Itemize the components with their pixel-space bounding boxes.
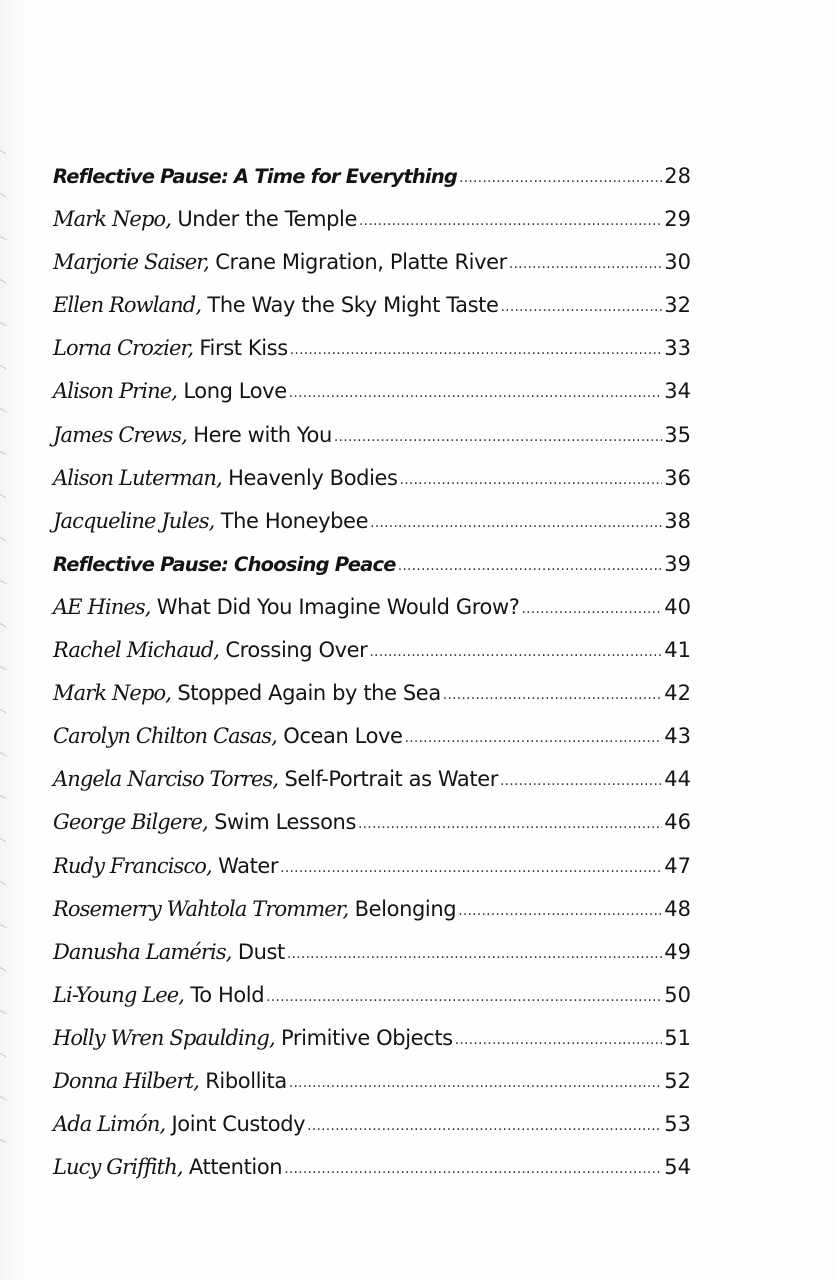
author-name: Rudy Francisco, bbox=[53, 853, 212, 878]
page-edge-mark bbox=[0, 1053, 6, 1057]
toc-entry bbox=[53, 983, 691, 1026]
toc-entry bbox=[53, 595, 691, 638]
toc-entry bbox=[53, 423, 691, 466]
page-number: 54 bbox=[664, 1155, 691, 1180]
dot-leader bbox=[455, 1025, 663, 1049]
dot-leader bbox=[500, 766, 662, 790]
toc-entry bbox=[53, 207, 691, 250]
dot-leader bbox=[521, 594, 662, 618]
dot-leader bbox=[501, 292, 663, 316]
dot-leader bbox=[443, 680, 662, 704]
poem-title: Crossing Over bbox=[225, 638, 368, 663]
table-of-contents bbox=[53, 164, 691, 1198]
poem-title: The Way the Sky Might Taste bbox=[207, 293, 499, 318]
page-number: 30 bbox=[664, 250, 691, 275]
dot-leader bbox=[290, 335, 663, 359]
author-name: Lorna Crozier, bbox=[53, 336, 194, 361]
author-name: Donna Hilbert, bbox=[53, 1068, 199, 1093]
page-edge-mark bbox=[0, 924, 6, 928]
dot-leader bbox=[400, 465, 663, 489]
toc-entry bbox=[53, 250, 691, 293]
page-edge-texture bbox=[0, 150, 10, 1150]
page-number: 46 bbox=[664, 810, 691, 835]
author-name: Li-Young Lee, bbox=[53, 982, 185, 1007]
page-number: 39 bbox=[664, 551, 691, 576]
toc-entry bbox=[53, 681, 691, 724]
author-name: James Crews, bbox=[53, 422, 187, 447]
page-edge-mark bbox=[0, 279, 6, 283]
poem-title: Attention bbox=[188, 1155, 283, 1180]
pause-label: Reflective Pause: A Time for Everything bbox=[53, 165, 458, 188]
author-name: Mark Nepo, bbox=[53, 681, 172, 706]
page-edge-mark bbox=[0, 494, 6, 498]
poem-title: Stopped Again by the Sea bbox=[177, 681, 441, 706]
page-edge-mark bbox=[0, 322, 6, 326]
author-name: Jacqueline Jules, bbox=[53, 508, 215, 533]
page-edge-mark bbox=[0, 1139, 6, 1143]
page-edge-mark bbox=[0, 881, 6, 885]
page-edge-mark bbox=[0, 838, 6, 842]
page-edge-mark bbox=[0, 1010, 6, 1014]
author-name: Alison Luterman, bbox=[53, 465, 222, 490]
page-number: 32 bbox=[664, 293, 691, 318]
author-name: Lucy Griffith, bbox=[53, 1155, 183, 1180]
toc-entry-pause bbox=[53, 164, 691, 207]
dot-leader bbox=[287, 939, 662, 963]
page-edge-mark bbox=[0, 666, 6, 670]
page-number: 50 bbox=[664, 982, 691, 1007]
page-number: 36 bbox=[664, 465, 691, 490]
page-number: 28 bbox=[664, 164, 691, 188]
toc-entry bbox=[53, 466, 691, 509]
author-name: Rosemerry Wahtola Trommer, bbox=[53, 896, 349, 921]
poem-title: Ribollita bbox=[205, 1068, 287, 1093]
dot-leader bbox=[280, 853, 662, 877]
page-edge-mark bbox=[0, 236, 6, 240]
dot-leader bbox=[458, 896, 662, 920]
poem-title: Ocean Love bbox=[283, 724, 403, 749]
author-name: Carolyn Chilton Casas, bbox=[53, 724, 277, 749]
poem-title: Belonging bbox=[354, 896, 457, 921]
dot-leader bbox=[459, 163, 662, 187]
toc-entry bbox=[53, 1155, 691, 1198]
poem-title: What Did You Imagine Would Grow? bbox=[156, 594, 520, 619]
dot-leader bbox=[289, 378, 663, 402]
toc-entry bbox=[53, 940, 691, 983]
page-number: 40 bbox=[664, 594, 691, 619]
page-edge-mark bbox=[0, 709, 6, 713]
page-number: 33 bbox=[664, 336, 691, 361]
toc-entry bbox=[53, 638, 691, 681]
toc-entry bbox=[53, 767, 691, 810]
dot-leader bbox=[370, 508, 662, 532]
toc-entry bbox=[53, 897, 691, 940]
dot-leader bbox=[509, 249, 662, 273]
toc-entry bbox=[53, 379, 691, 422]
page-number: 51 bbox=[664, 1025, 691, 1050]
poem-title: Heavenly Bodies bbox=[228, 465, 398, 490]
page-number: 34 bbox=[664, 379, 691, 404]
page-edge-mark bbox=[0, 580, 6, 584]
toc-entry bbox=[53, 1112, 691, 1155]
author-name: George Bilgere, bbox=[53, 810, 208, 835]
page-number: 49 bbox=[664, 939, 691, 964]
toc-entry bbox=[53, 1026, 691, 1069]
toc-entry bbox=[53, 1069, 691, 1112]
author-name: Holly Wren Spaulding, bbox=[53, 1025, 275, 1050]
poem-title: Crane Migration, Platte River bbox=[215, 250, 507, 275]
author-name: Marjorie Saiser, bbox=[53, 250, 209, 275]
page-number: 41 bbox=[664, 638, 691, 663]
poem-title: Swim Lessons bbox=[214, 810, 356, 835]
poem-title: Joint Custody bbox=[171, 1112, 306, 1137]
page-edge-mark bbox=[0, 193, 6, 197]
toc-entry bbox=[53, 509, 691, 552]
dot-leader bbox=[369, 637, 662, 661]
page-edge-mark bbox=[0, 408, 6, 412]
poem-title: Water bbox=[218, 853, 279, 878]
page-edge-mark bbox=[0, 537, 6, 541]
author-name: Ada Limón, bbox=[53, 1112, 166, 1137]
page-number: 48 bbox=[664, 896, 691, 921]
page-edge-mark bbox=[0, 967, 6, 971]
dot-leader bbox=[289, 1068, 662, 1092]
page-number: 53 bbox=[664, 1112, 691, 1137]
author-name: Danusha Laméris, bbox=[53, 939, 232, 964]
author-name: Ellen Rowland, bbox=[53, 293, 202, 318]
author-name: Angela Narciso Torres, bbox=[53, 767, 279, 792]
poem-title: First Kiss bbox=[199, 336, 288, 361]
poem-title: To Hold bbox=[190, 982, 265, 1007]
dot-leader bbox=[266, 982, 662, 1006]
toc-entry bbox=[53, 810, 691, 853]
toc-entry bbox=[53, 293, 691, 336]
page-number: 38 bbox=[664, 508, 691, 533]
dot-leader bbox=[307, 1111, 662, 1135]
page-edge-mark bbox=[0, 623, 6, 627]
poem-title: Under the Temple bbox=[177, 207, 358, 232]
page-number: 52 bbox=[664, 1068, 691, 1093]
dot-leader bbox=[358, 809, 662, 833]
poem-title: Here with You bbox=[193, 422, 332, 447]
page-number: 47 bbox=[664, 853, 691, 878]
poem-title: The Honeybee bbox=[220, 508, 369, 533]
dot-leader bbox=[334, 422, 662, 446]
dot-leader bbox=[398, 551, 663, 575]
pause-label: Reflective Pause: Choosing Peace bbox=[53, 552, 396, 576]
page-edge-mark bbox=[0, 365, 6, 369]
page-edge-mark bbox=[0, 1096, 6, 1100]
page-number: 29 bbox=[664, 207, 691, 232]
toc-entry bbox=[53, 854, 691, 897]
page-edge-mark bbox=[0, 150, 6, 154]
dot-leader bbox=[359, 206, 662, 230]
poem-title: Self-Portrait as Water bbox=[284, 767, 498, 792]
poem-title: Primitive Objects bbox=[281, 1025, 453, 1050]
page-edge-mark bbox=[0, 795, 6, 799]
author-name: Mark Nepo, bbox=[53, 207, 172, 232]
page-number: 42 bbox=[664, 681, 691, 706]
author-name: Rachel Michaud, bbox=[53, 638, 220, 663]
page-edge-mark bbox=[0, 752, 6, 756]
poem-title: Dust bbox=[237, 939, 285, 964]
page-number: 35 bbox=[664, 422, 691, 447]
dot-leader bbox=[405, 723, 663, 747]
poem-title: Long Love bbox=[183, 379, 287, 404]
author-name: Alison Prine, bbox=[53, 379, 178, 404]
toc-entry bbox=[53, 336, 691, 379]
page-edge-mark bbox=[0, 451, 6, 455]
toc-entry bbox=[53, 724, 691, 767]
author-name: AE Hines, bbox=[53, 594, 151, 619]
page-number: 43 bbox=[664, 724, 691, 749]
dot-leader bbox=[284, 1154, 662, 1178]
toc-entry-pause bbox=[53, 552, 691, 595]
page-number: 44 bbox=[664, 767, 691, 792]
